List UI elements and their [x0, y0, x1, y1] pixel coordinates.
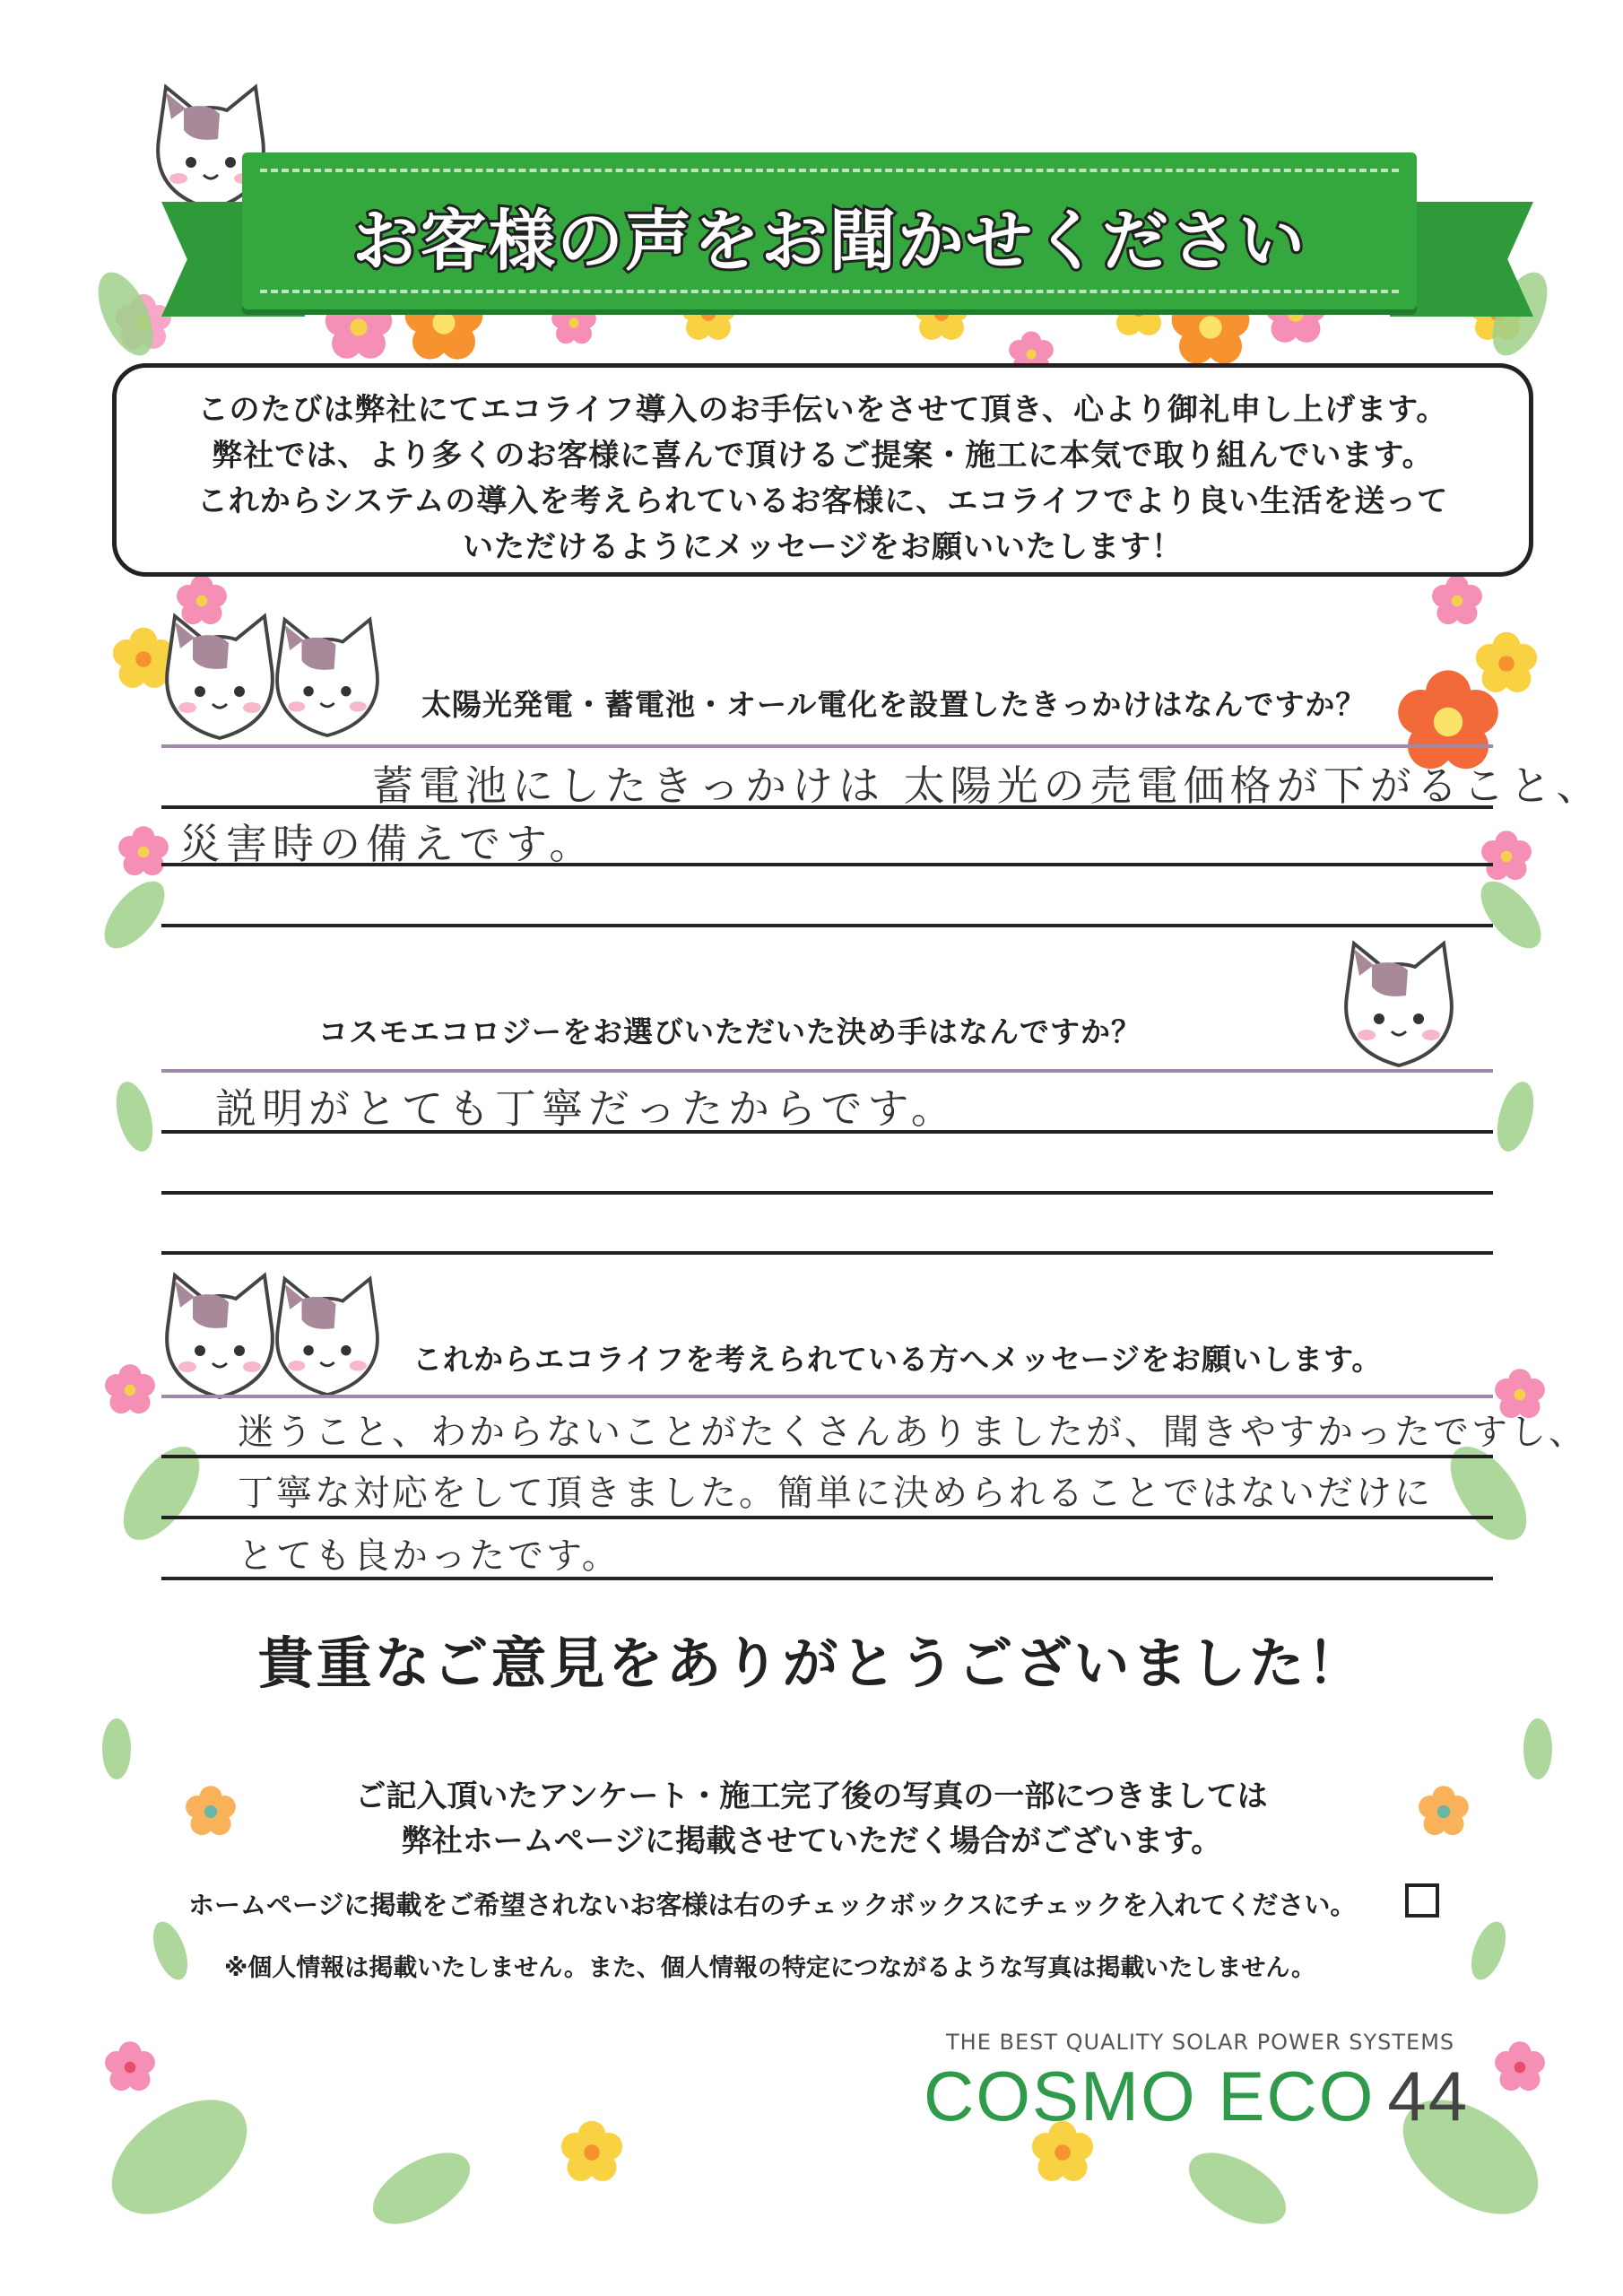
notice-line: ご記入頂いたアンケート・施工完了後の写真の一部につきましては	[355, 1779, 1268, 1814]
thanks-message: 貴重なご意見をありがとうございました！	[257, 1631, 1366, 1696]
page-title: お客様の声をお聞かせください	[352, 203, 1306, 280]
intro-line: 弊社では、より多くのお客様に喜んで頂けるご提案・施工に本気で取り組んでいます。	[212, 438, 1434, 474]
question-2-rule	[161, 1069, 1493, 1073]
optout-checkbox[interactable]	[1405, 1883, 1439, 1918]
intro-line: このたびは弊社にてエコライフ導入のお手伝いをさせて頂き、心より御礼申し上げます。	[197, 392, 1448, 428]
answer-line	[161, 924, 1493, 927]
logo-name: COSMO ECO	[924, 2057, 1376, 2135]
cat-icon	[167, 616, 273, 738]
company-logo	[924, 2056, 1469, 2137]
privacy-note: ※個人情報は掲載いたしません。また、個人情報の特定につながるような写真は掲載いたしません。	[224, 1954, 1315, 1982]
question-1: 太陽光発電・蓄電池・オール電化を設置したきっかけはなんですか？	[421, 687, 1367, 722]
answer-line	[161, 1577, 1493, 1580]
question-1-rule	[161, 744, 1493, 748]
logo-number: 44	[1387, 2057, 1470, 2135]
question-3-rule	[161, 1395, 1493, 1398]
question-3: これからエコライフを考えられている方へメッセージをお願いします。	[412, 1342, 1383, 1377]
answer-1-line-1: 蓄電池にしたきっかけは 太陽光の売電価格が下がること、	[372, 761, 1603, 810]
answer-2-line-1: 説明がとても丁寧だったからです。	[215, 1084, 958, 1133]
notice-line: 弊社ホームページに掲載させていただく場合がございます。	[401, 1823, 1222, 1859]
title-banner	[242, 152, 1417, 309]
answer-line	[161, 1516, 1493, 1519]
intro-line: これからシステムの導入を考えられているお客様に、エコライフでより良い生活を送って	[196, 483, 1449, 519]
answer-3-line-2: 丁寧な対応をして頂きました。簡単に決められることではないだけに	[238, 1473, 1433, 1514]
logo-tagline: THE BEST QUALITY SOLAR POWER SYSTEMS	[946, 2030, 1455, 2055]
cat-icon	[277, 1279, 378, 1395]
answer-line	[161, 863, 1493, 866]
cat-icon	[277, 620, 378, 735]
answer-3-line-1: 迷うこと、わからないことがたくさんありましたが、聞きやすかったですし、	[238, 1412, 1587, 1453]
answer-line	[161, 1251, 1493, 1255]
cat-icon	[1346, 944, 1452, 1065]
answer-line	[161, 1455, 1493, 1458]
answer-1-line-2: 災害時の備えです。	[179, 820, 596, 868]
answer-line	[161, 805, 1493, 809]
question-2: コスモエコロジーをお選びいただいた決め手はなんですか？	[318, 1014, 1141, 1049]
answer-3-line-3: とても良かったです。	[238, 1535, 621, 1577]
intro-line: いただけるようにメッセージをお願いいたします！	[463, 529, 1183, 565]
optout-text: ホームページに掲載をご希望されないお客様は右のチェックボックスにチェックを入れてください。	[188, 1890, 1357, 1920]
answer-line	[161, 1130, 1493, 1134]
intro-box	[112, 363, 1533, 577]
answer-line	[161, 1191, 1493, 1195]
cat-icon	[167, 1275, 273, 1397]
